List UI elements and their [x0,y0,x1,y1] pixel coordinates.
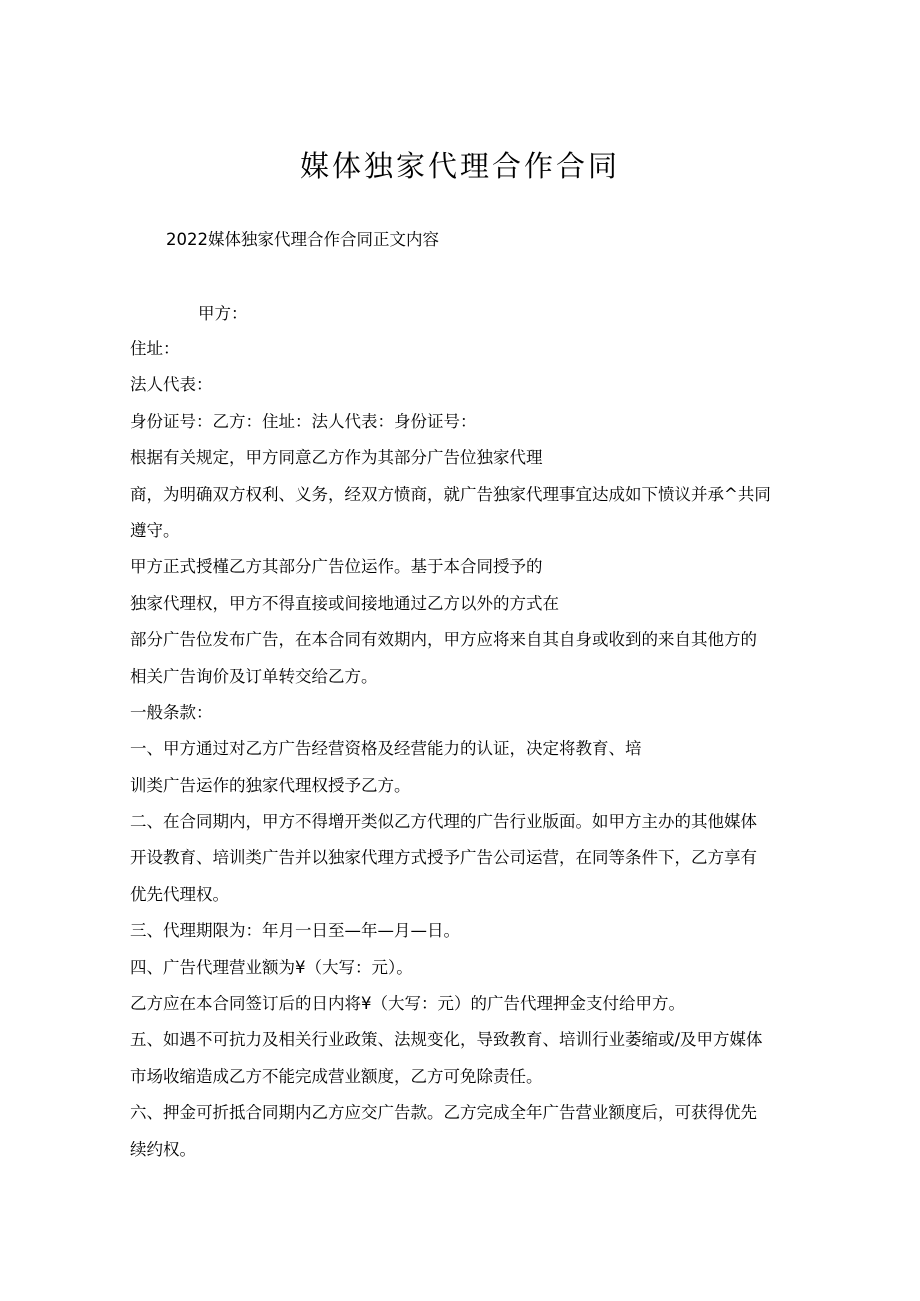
paragraph-line: 遵守。 [130,520,180,540]
clause-line: 市场收缩造成乙方不能完成营业额度，乙方可免除责任。 [130,1066,543,1086]
clause-line: 二、在合同期内，甲方不得增开类似乙方代理的广告行业版面。如甲方主办的其他媒体 [130,812,757,832]
clause-line: 优先代理权。 [130,884,229,904]
contract-body [130,337,790,1174]
paragraph-line: 根据有关规定，甲方同意乙方作为其部分广告位独家代理 [130,448,543,468]
party-a-label: 甲方： [198,304,248,323]
clause-line: 乙方应在本合同签订后的日内将¥（大写：元）的广告代理押金支付给甲方。 [130,994,685,1014]
clause-line: 一、甲方通过对乙方广告经营资格及经营能力的认证，决定将教育、培 [130,739,642,759]
document-subtitle: 2022媒体独家代理合作合同正文内容 [166,230,439,249]
legal-rep-line: 法人代表： [130,375,213,395]
clause-line: 开设教育、培训类广告并以独家代理方式授予广告公司运营，在同等条件下，乙方享有 [130,848,757,868]
clause-line: 五、如遇不可抗力及相关行业政策、法规变化，导致教育、培训行业萎缩或/及甲方媒体 [130,1030,763,1050]
paragraph-line: 甲方正式授槿乙方其部分广告位运作。基于本合同授予的 [130,557,543,577]
paragraph-line: 商，为明确双方权利、义务，经双方愤商，就广告独家代理事宜达成如下愤议并承^共同 [130,484,771,504]
paragraph-line: 独家代理权，甲方不得直接或间接地通过乙方以外的方式在 [130,593,559,613]
clause-line: 三、代理期限为：年月一日至—年—月—日。 [130,921,460,941]
general-terms-heading: 一般条款： [130,702,213,722]
paragraph-line: 部分广告位发布广告，在本合同有效期内，甲方应将来自其自身或收到的来自其他方的 [130,630,757,650]
paragraph-line: 相关广告询价及订单转交给乙方。 [130,666,378,686]
id-number-line: 身份证号：乙方：住址：法人代表：身份证号： [130,411,477,431]
address-line: 住址： [130,339,180,358]
clause-line: 续约权。 [130,1139,196,1159]
clause-line: 四、广告代理营业额为¥（大写：元）。 [130,957,413,977]
clause-line: 六、押金可折抵合同期内乙方应交广告款。乙方完成全年广告营业额度后，可获得优先 [130,1103,757,1123]
clause-line: 训类广告运作的独家代理权授予乙方。 [130,775,411,795]
document-title: 媒体独家代理合作合同 [299,149,620,183]
